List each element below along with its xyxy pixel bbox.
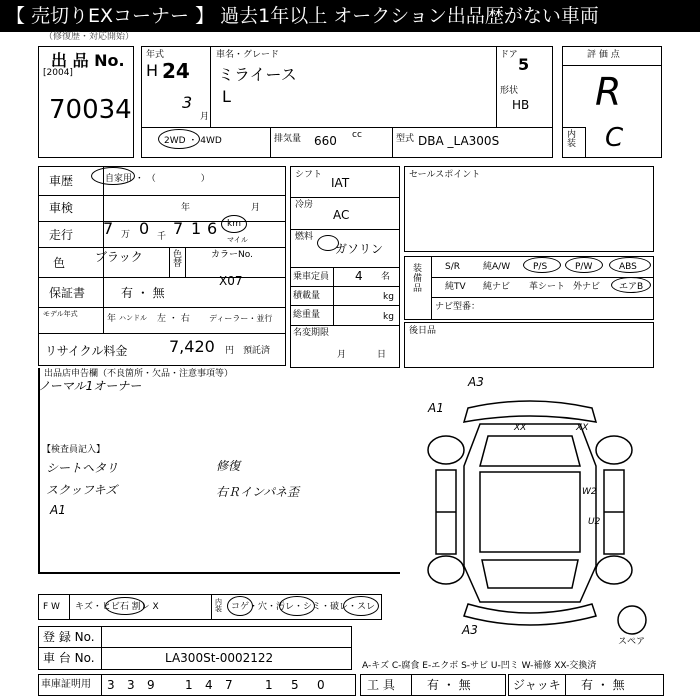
color-change-label: 色替 xyxy=(173,250,183,269)
shape-label: 形状 xyxy=(500,86,519,96)
notes-value: ノーマル1オーナー xyxy=(38,379,142,393)
cert-digit-1: 3 xyxy=(107,678,115,692)
front-bumper-shape xyxy=(464,604,596,625)
mileage-d5: 6 xyxy=(207,219,218,238)
wheel-rear-right xyxy=(596,436,632,464)
capacity-unit: 名 xyxy=(381,272,391,282)
handle-value: 左 ・ 右 xyxy=(157,314,190,324)
cert-digit-4: 1 xyxy=(185,678,193,692)
inspection-label: 車検 xyxy=(49,201,74,215)
year-value: 24 xyxy=(162,59,190,83)
wheel-front-right xyxy=(596,556,632,584)
inspector-note-2: スクッフキズ xyxy=(46,483,118,497)
sales-label: セールスポイント xyxy=(409,170,481,180)
cert-digit-2: 3 xyxy=(127,678,135,692)
equip-sr: S/R xyxy=(445,262,460,272)
chassis-label: 車 台 No. xyxy=(43,651,95,665)
score-value: R xyxy=(595,70,622,114)
year-era: H xyxy=(146,61,159,80)
inspection-month: 月 xyxy=(251,203,261,213)
model-year-value: 年 xyxy=(107,314,117,324)
shape-value: HB xyxy=(512,98,530,112)
mileage-label: 走行 xyxy=(49,228,74,242)
mileage-man: 万 xyxy=(121,230,131,240)
month-unit: 月 xyxy=(200,112,210,122)
mileage-d3: 7 xyxy=(173,219,184,238)
fuel-value: ガソリン xyxy=(335,242,384,256)
cert-digit-5: 4 xyxy=(205,678,213,692)
color-no-value: X07 xyxy=(219,274,243,288)
recycle-unit: 円 xyxy=(225,346,235,356)
tools-label: 工 具 xyxy=(367,678,395,692)
mileage-d1: 7 xyxy=(103,219,114,238)
color-label: 色 xyxy=(53,256,66,270)
bottom-interior-values: コゲ・穴・汚レ・シミ・破レ・スレ xyxy=(231,602,376,612)
car-diagram xyxy=(410,376,656,638)
cert-digit-7: 1 xyxy=(265,678,273,692)
recycle-note: 預託済 xyxy=(243,346,271,356)
fw-label: F W xyxy=(43,602,60,612)
damage-a3-rear: A3 xyxy=(468,375,484,389)
warranty-label: 保証書 xyxy=(49,286,86,300)
reg-label: 登 録 No. xyxy=(43,630,95,644)
windshield xyxy=(482,560,578,588)
lot-box xyxy=(38,46,134,158)
model-name: ミライース xyxy=(218,65,297,84)
banner: 【 売切りEXコーナー 】 過去1年以上 オークション出品歴がない車両 xyxy=(0,0,700,32)
damage-a1: A1 xyxy=(428,401,444,415)
mileage-d4: 1 xyxy=(191,219,202,238)
wheel-front-left xyxy=(428,556,464,584)
spare-label: スペア xyxy=(618,637,646,647)
handle-label: ハンドル xyxy=(119,314,147,322)
equip-tv: 純TV xyxy=(445,282,466,292)
color-no-label: カラーNo. xyxy=(211,250,253,260)
displacement-value: 660 xyxy=(314,134,337,148)
inspection-year: 年 xyxy=(181,203,191,213)
fw-value: キズ・ヒビ石 割レ X xyxy=(75,602,159,612)
type-value: DBA _LA300S xyxy=(418,134,500,148)
sub-note: （修復歴・対応開始） xyxy=(44,32,135,42)
history-label: 車歴 xyxy=(49,174,74,188)
damage-a3-front: A3 xyxy=(462,623,478,637)
grade: L xyxy=(222,87,231,106)
navi-label: ナビ型番： xyxy=(435,302,481,312)
equip-airbag: エアB xyxy=(619,282,644,292)
cert-digit-9: 0 xyxy=(317,678,325,692)
lot-label: 出 品 No. xyxy=(51,51,125,70)
mileage-sen: 千 xyxy=(157,232,167,242)
cert-digit-6: 7 xyxy=(225,678,233,692)
damage-u2: U2 xyxy=(588,517,601,527)
cert-digit-3: 9 xyxy=(147,678,155,692)
jack-row xyxy=(508,674,664,696)
interior-value: C xyxy=(605,123,624,153)
wheel-rear-left xyxy=(428,436,464,464)
dealer-label: ディーラー・並行 xyxy=(209,314,273,323)
model-year-label: モデル年式 xyxy=(43,310,78,318)
equip-aw: 純A/W xyxy=(483,262,511,272)
cert-digit-8: 5 xyxy=(291,678,299,692)
jack-label: ジャッキ xyxy=(513,678,561,692)
weight-label: 総重量 xyxy=(293,310,321,320)
load-unit: kg xyxy=(383,292,394,302)
equip-ps: P/S xyxy=(533,262,548,272)
inspector-note-5: 右Ｒインパネ歪 xyxy=(216,485,300,499)
mid-table xyxy=(290,166,400,368)
fw-row xyxy=(38,594,382,620)
shift-value: IAT xyxy=(331,176,350,190)
color-value: ブラック xyxy=(95,250,143,264)
drive: 2WD ・ 4WD xyxy=(164,136,222,146)
inspector-label: 【検査員記入】 xyxy=(42,445,106,455)
lot-number: 70034 xyxy=(49,95,132,125)
equip-label: 装備品 xyxy=(413,264,423,294)
equip-abs: ABS xyxy=(619,262,637,272)
name-change-label: 名変期限 xyxy=(293,328,330,338)
doors-label: ドア xyxy=(500,50,518,60)
equip-box xyxy=(404,256,654,320)
tools-row xyxy=(360,674,506,696)
damage-w2: W2 xyxy=(582,487,597,497)
model-label: 車名・グレード xyxy=(216,50,280,60)
mileage-mile: マイル xyxy=(227,236,248,244)
mileage-d2: 0 xyxy=(139,219,150,238)
inspector-note-4: 修復 xyxy=(216,459,241,473)
damage-legend: A-キズ C-腐食 E-エクボ S-サビ U-凹ミ W-補修 XX-交換済 xyxy=(362,661,597,671)
score-box xyxy=(562,46,662,158)
interior-label: 内装 xyxy=(567,130,577,149)
jack-value: 有 ・ 無 xyxy=(581,678,625,692)
type-label: 型式 xyxy=(396,134,415,144)
load-label: 積載量 xyxy=(293,291,321,301)
sales-box xyxy=(404,166,654,252)
rear-window xyxy=(480,436,580,466)
equip-leather: 革シート xyxy=(529,282,566,292)
equip-navi: 純ナビ xyxy=(483,282,511,292)
equip-pw: P/W xyxy=(575,262,593,272)
doors-value: 5 xyxy=(518,55,530,74)
reg-box xyxy=(38,626,352,670)
name-change-month: 月 xyxy=(337,350,347,360)
year-label: 年式 xyxy=(146,50,165,60)
damage-xx-1: XX xyxy=(514,423,527,433)
shift-label: シフト xyxy=(295,170,323,180)
cert-label: 車庫証明用 xyxy=(41,679,91,690)
history-value: 自家用 ・ （ ） xyxy=(105,174,210,184)
vehicle-info-box xyxy=(141,46,553,158)
inspector-note-3: A1 xyxy=(50,503,66,517)
spare-tire xyxy=(618,606,646,634)
ac-label: 冷房 xyxy=(295,200,314,210)
equip-ext-navi: 外ナビ xyxy=(573,282,601,292)
name-change-day: 日 xyxy=(377,350,387,360)
fuel-label: 燃料 xyxy=(295,232,314,242)
damage-xx-2: XX xyxy=(576,423,589,433)
displacement-label: 排気量 xyxy=(274,134,302,144)
cert-row xyxy=(38,674,356,696)
rear-bumper-shape xyxy=(464,401,596,422)
capacity-label: 乗車定員 xyxy=(293,272,330,282)
chassis-value: LA300St-0002122 xyxy=(165,651,274,665)
warranty-value: 有 ・ 無 xyxy=(121,286,165,300)
roof xyxy=(480,472,580,552)
notes-label: 出品店申告欄（不良箇所・欠品・注意事項等） xyxy=(44,369,234,379)
later-box xyxy=(404,322,654,368)
score-label: 評 価 点 xyxy=(587,50,620,60)
recycle-label: リサイクル料金 xyxy=(45,344,128,358)
mileage-km: km xyxy=(227,219,241,229)
capacity-value: 4 xyxy=(355,269,363,283)
lot-small: [2004] xyxy=(43,68,73,78)
displacement-unit: cc xyxy=(352,130,362,140)
month-value: 3 xyxy=(182,93,193,112)
tools-value: 有 ・ 無 xyxy=(427,678,471,692)
ac-value: AC xyxy=(333,208,350,222)
inspector-note-1: シートヘタリ xyxy=(46,461,119,475)
later-label: 後日品 xyxy=(409,326,437,336)
left-table xyxy=(38,166,286,366)
bottom-interior-label: 内装 xyxy=(215,598,222,613)
recycle-value: 7,420 xyxy=(169,337,215,356)
weight-unit: kg xyxy=(383,312,394,322)
